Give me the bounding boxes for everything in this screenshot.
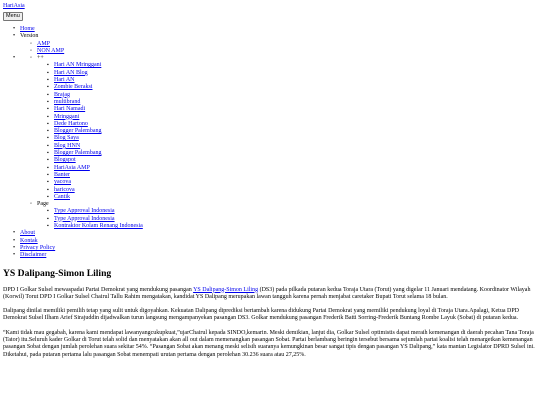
nav-item-kontak	[20, 238, 537, 245]
nav-link-more-17[interactable]: haricova	[54, 186, 75, 193]
submenu-item	[37, 48, 537, 55]
nav-link-more-15[interactable]: Banter	[54, 171, 70, 178]
nav-item-version	[20, 33, 537, 55]
nav-link-more-3[interactable]: Zombie Beraksi	[54, 84, 93, 91]
version-submenu	[20, 41, 537, 56]
submenu-item	[54, 99, 537, 106]
nav-link-more-18[interactable]: Cantik	[54, 193, 70, 200]
nav-link-more-16[interactable]: yacova	[54, 179, 71, 186]
nav-link-about[interactable]: About	[20, 230, 35, 237]
paragraph-text: (DS3) pada pilkada putaran kedua Toraja Utara (Torut) yang digelar 11 Januari mendatang. Koordinator Wilayah (Korwil) Torut DPD I Golkar Sulsel Chairul Tallu Rahim mengatakan, kandidat YS Dalipang merupakan lawan tangguh karena pernah menjabat caretaker Bupati Torut selama 18 bulan.	[3, 286, 531, 300]
nav-version-label: Version	[20, 33, 39, 40]
submenu-item	[54, 216, 537, 223]
submenu-item	[54, 194, 537, 201]
nav-more-entry	[37, 55, 537, 201]
main-navigation	[3, 26, 537, 260]
nav-link-home[interactable]: Home	[20, 26, 35, 32]
article-paragraph-3: “Kami tidak mau gegabah, karena kami mendapat lawanyangcukupkuat,”ujarChairul kepada SINDO,kemarin. Meski demikian, lanjut dia, Golkar Sulsel optimistis dapat meraih kemenangan di daerah pecahan Tana Toraja (Tator) itu.Seluruh kader Golkar di Torut telah solid dan menyatakan akan all out dalam memenangkan pasangan Sobat. Partai berlambang beringin tersebut bersama sejumlah partai koalisi telah menargetkan kemenangan pasangan Sobat dengan jumlah perolehan suara sekitar 54%. “Pasangan Sobat akan menang meski selisih suaranya kemungkinan besar sangat tipis dengan pasangan YS Dalipang,” kata mantan Legislator DPRD Sulsel ini. Diketahui, pada putaran pertama lalu pasangan Sobat menempati urutan pertama dengan perolehan 30.236 suara atau 27,25%.	[3, 329, 535, 358]
submenu-item	[54, 128, 537, 135]
article-title: YS Dalipang-Simon Liling	[3, 267, 112, 279]
nav-item-disclaimer	[20, 252, 537, 259]
more-menu-wrapper	[20, 55, 537, 230]
nav-item-about	[20, 230, 537, 237]
page-submenu	[37, 208, 537, 230]
nav-page-entry	[37, 201, 537, 230]
menu-button[interactable]: Menu	[3, 12, 23, 21]
submenu-item	[54, 106, 537, 113]
more-submenu	[37, 62, 537, 201]
submenu-item	[54, 135, 537, 142]
nav-link-kontak[interactable]: Kontak	[20, 237, 38, 244]
candidate-link[interactable]: YS Dalipang-Simon Liling	[193, 286, 259, 293]
site-logo-link[interactable]: HariAsia	[3, 3, 25, 9]
nav-page-label: Page	[37, 201, 49, 208]
submenu-item	[54, 157, 537, 164]
submenu-item	[54, 172, 537, 179]
nav-link-more-0[interactable]: Hari AN Mringgani	[54, 62, 102, 69]
nav-link-more-5[interactable]: multibrand	[54, 98, 81, 105]
nav-link-more-14[interactable]: HariAsia AMP	[54, 164, 90, 171]
article-paragraph-2: Dalipang dinilai memiliki pemilih tetap yang sulit untuk digoyahkan. Kekuatan Dalipang diprediksi bertambah karena didukung Partai Demokrat yang memiliki pendukung loyal di Toraja Utara.Apalagi, Ketua DPD Demokrat Sulsel Ilham Arief Sirajuddin dijadwalkan turun langsung mengampanyekan pasangan DS3. Golkar mendukung pasangan Frederik Batti Sorring-Frederik Buntang Rombe Layuk (Sobat) di putaran kedua.	[3, 308, 520, 322]
submenu-item	[54, 70, 537, 77]
submenu-item	[37, 41, 537, 48]
submenu-item	[54, 62, 537, 69]
nav-link-disclaimer[interactable]: Disclaimer	[20, 252, 47, 259]
submenu-item	[54, 208, 537, 215]
nav-link-more-13[interactable]: Blogspot	[54, 157, 76, 164]
submenu-item	[54, 92, 537, 99]
submenu-item	[54, 77, 537, 84]
nav-link-page-2[interactable]: Kontraktor Kolam Renang Indonesia	[54, 223, 143, 230]
nav-link-amp[interactable]: AMP	[37, 40, 51, 47]
nav-link-more-7[interactable]: Mringgani	[54, 113, 80, 120]
nav-link-page-1[interactable]: Type Approval Indonesia	[54, 215, 115, 222]
nav-item-more	[20, 55, 537, 230]
nav-link-privacy-policy[interactable]: Privacy Policy	[20, 244, 56, 251]
submenu-item	[54, 150, 537, 157]
submenu-item	[54, 179, 537, 186]
nav-link-page-0[interactable]: Type Approval Indonesia	[54, 208, 115, 215]
submenu-item	[54, 84, 537, 91]
submenu-item	[54, 165, 537, 172]
nav-item-privacy	[20, 245, 537, 252]
nav-link-more-9[interactable]: Blogger Palembang	[54, 128, 102, 135]
nav-link-more-2[interactable]: Hari AN	[54, 77, 75, 84]
paragraph-text: DPD I Golkar Sulsel mewaspadai Partai Demokrat yang mendukung pasangan	[3, 286, 194, 293]
submenu-item	[54, 223, 537, 230]
nav-link-more-4[interactable]: Brajag	[54, 91, 70, 98]
article-paragraph-1	[3, 287, 537, 302]
submenu-item	[54, 187, 537, 194]
nav-link-more-12[interactable]: Blogger Palembang	[54, 150, 102, 157]
nav-more-label: ++	[37, 55, 44, 62]
nav-link-more-10[interactable]: Blog Saya	[54, 135, 79, 142]
nav-item-home	[20, 26, 537, 33]
nav-link-more-8[interactable]: Dede Hartono	[54, 120, 88, 127]
submenu-item	[54, 121, 537, 128]
nav-link-more-11[interactable]: Blog HNN	[54, 142, 81, 149]
nav-link-non-amp[interactable]: NON AMP	[37, 47, 65, 54]
nav-link-more-6[interactable]: Hari Namadi	[54, 106, 86, 113]
nav-link-more-1[interactable]: Hari AN Blog	[54, 69, 88, 76]
submenu-item	[54, 143, 537, 150]
submenu-item	[54, 114, 537, 121]
